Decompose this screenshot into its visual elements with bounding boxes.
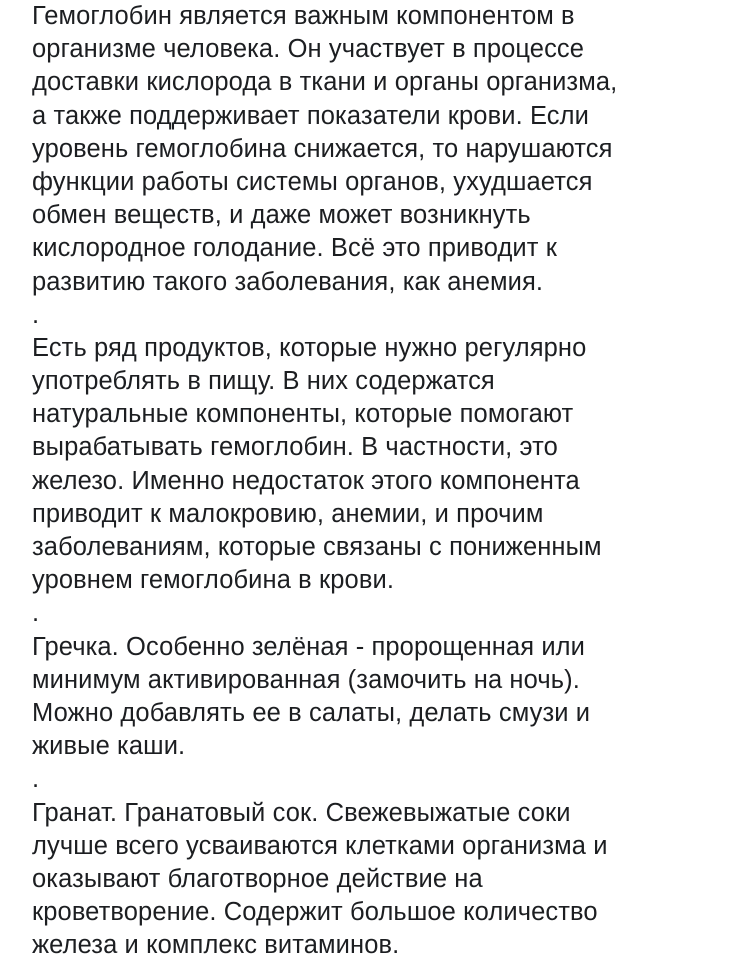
text-line: уровень гемоглобина снижается, то нарушаются bbox=[32, 134, 613, 163]
text-line: уровнем гемоглобина в крови. bbox=[32, 566, 395, 595]
text-line: организме человека. Он участвует в процессе bbox=[32, 35, 585, 64]
text-line: а также поддерживает показатели крови. Если bbox=[32, 101, 589, 130]
text-line: Можно добавлять ее в салаты, делать смузи и bbox=[32, 698, 591, 727]
text-line: Есть ряд продуктов, которые нужно регулярно bbox=[32, 333, 587, 362]
paragraph-pomegranate bbox=[32, 797, 732, 963]
text-line: Гречка. Особенно зелёная - пророщенная или bbox=[32, 632, 585, 661]
paragraph-separator: . bbox=[32, 599, 40, 628]
text-line: развитию такого заболевания, как анемия. bbox=[32, 267, 544, 296]
text-line: железа и комплекс витаминов. bbox=[32, 931, 400, 960]
text-line: заболеваниям, которые связаны с пониженным bbox=[32, 533, 602, 561]
text-line: доставки кислорода в ткани и органы организма, bbox=[32, 68, 618, 97]
text-line: приводит к малокровию, анемии, и прочим bbox=[32, 499, 544, 528]
text-line: оказывают благотворное действие на bbox=[32, 864, 483, 893]
paragraph-separator: . bbox=[32, 300, 40, 329]
text-line: живые каши. bbox=[32, 732, 186, 761]
text-line: употреблять в пищу. В них содержатся bbox=[32, 367, 495, 396]
text-line: кроветворение. Содержит большое количество bbox=[32, 898, 598, 927]
paragraph-products bbox=[32, 332, 732, 598]
text-line: Гранат. Гранатовый сок. Свежевыжатые соки bbox=[32, 798, 571, 827]
text-line: вырабатывать гемоглобин. В частности, это bbox=[32, 433, 558, 462]
text-line: минимум активированная (замочить на ночь). bbox=[32, 665, 580, 694]
paragraph-hemoglobin-intro bbox=[32, 0, 732, 299]
text-line: Гемоглобин является важным компонентом в bbox=[32, 2, 575, 30]
text-line: железо. Именно недостаток этого компонента bbox=[32, 466, 580, 495]
text-line: функции работы системы органов, ухудшается bbox=[32, 167, 593, 196]
post-text bbox=[32, 0, 732, 962]
paragraph-buckwheat bbox=[32, 631, 732, 764]
text-line: кислородное голодание. Всё это приводит к bbox=[32, 234, 557, 263]
paragraph-separator: . bbox=[32, 765, 40, 794]
text-line: обмен веществ, и даже может возникнуть bbox=[32, 201, 531, 230]
text-line: натуральные компоненты, которые помогают bbox=[32, 400, 574, 429]
text-line: лучше всего усваиваются клетками организма и bbox=[32, 831, 608, 860]
